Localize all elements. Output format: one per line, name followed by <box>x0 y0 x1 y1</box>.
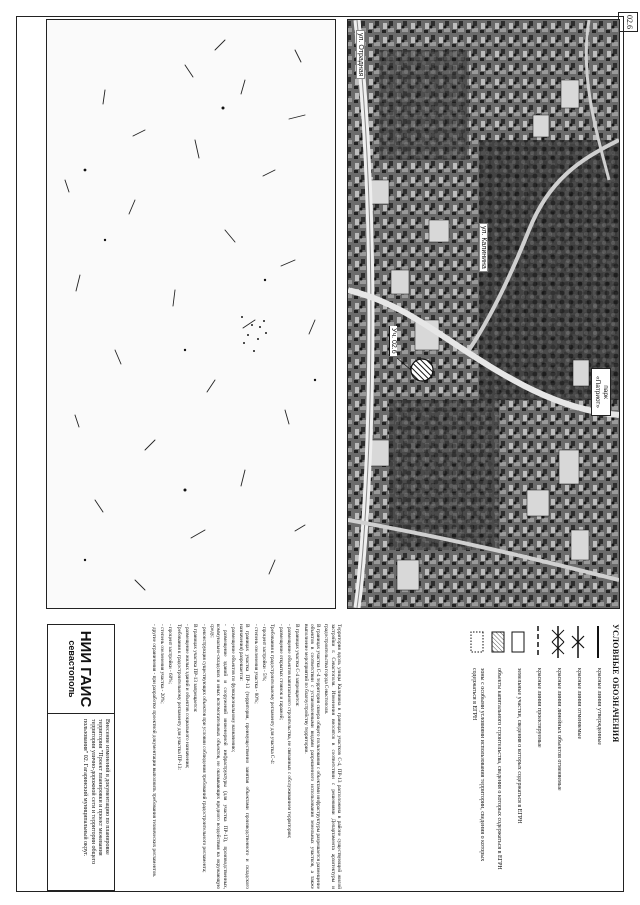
legend-item <box>531 624 545 889</box>
explanation-paragraph: Территория вдоль улицы Калинина в границах участков С-4, ПР-13 расположена в районе существующей жилой застройки г. Севастополя. Изменения вносятся в соответствии с решениями Департамента архитектуры и градостроительства города Севастополя. <box>323 624 342 889</box>
legend-label: земельные участки, сведения о которых содержаться в ЕГРН <box>515 668 522 824</box>
explanation-paragraph: - степень озеленения участка - 20%; <box>159 624 166 704</box>
explanation-paragraph: - процент застройки - 60%; <box>167 624 174 684</box>
park-label: парк «Патриот» <box>591 368 611 416</box>
hatched-rect-icon <box>491 624 505 660</box>
explanation-paragraph: В границах участка ПР-13 запрещается: <box>192 624 199 713</box>
street-label-kalinina: ул. Калинина <box>479 223 488 272</box>
sheet-number: 02.6 <box>618 12 638 32</box>
legend <box>355 624 620 889</box>
legend-label: красные линии линейных объектов отменяемые <box>555 668 562 791</box>
legend-item <box>491 624 505 889</box>
explanation-paragraph: В границах участка ПР-13 (территория, преимущественно занятая объектами производственного и складского назначения) разрешается: <box>238 624 251 889</box>
legend-item <box>551 624 565 889</box>
explanation-paragraph: - размещение зданий и сооружений инженерной инфраструктуры (для участка ПР-13), производственных, коммунально-складских и иных вспомогательных объектов, не оказывающих вредного воздействия на окружающую среду; <box>208 624 228 889</box>
rotated-sheet-content <box>18 19 620 889</box>
survey-plan-linework <box>47 20 335 608</box>
legend-label: красные линии утвержденные <box>595 668 602 746</box>
project-title: Внесение изменений в документацию по планировке территории "Проект планировки и проект межевания территории улично-дорожной сети и территории общего пользования" 02. Гагаринский муниципальный округ. <box>82 719 110 865</box>
org-name: НИИ ГАИС <box>77 630 95 708</box>
explanation-paragraph: - размещение объектов капитального строительства, не связанных с обслуживанием территории; <box>285 624 292 839</box>
explanation-paragraph: - реконструкция существующих объектов при условии соблюдения требований градостроительного регламента; <box>200 624 207 873</box>
solid-red-line-icon <box>591 624 605 660</box>
org-city: севастополь <box>67 640 78 698</box>
aerial-photo-texture <box>348 20 619 608</box>
legend-title: УСЛОВНЫЕ ОБОЗНАЧЕНИЯ <box>611 624 620 743</box>
explanation-paragraph: - процент застройки - 5%; <box>261 624 268 682</box>
empty-rect-icon <box>511 624 525 660</box>
legend-label: красные линии отменяемые <box>575 668 582 740</box>
title-block <box>47 624 115 891</box>
legend-item <box>571 624 585 889</box>
explanation-paragraph: В границах участка С-4 территория сквера общего пользования с объектами инфраструктуры разрешается размещение объектов в соответствии с установленными видами разрешенного использования земельных участков, а также выполнение мероприятий по благоустройству территории. <box>302 624 322 889</box>
explanation-paragraph: - размещение открытых стоянок и гаражей; <box>277 624 284 720</box>
legend-item <box>470 624 485 889</box>
explanation-paragraph: - другие ограничения - при разработке проектной документации выполнить требования технических регламентов. <box>150 624 157 878</box>
double-crossed-line-icon <box>551 624 565 660</box>
explanatory-note <box>120 624 342 889</box>
legend-label: красные линии проектируемые <box>535 668 542 748</box>
aerial-photo-map <box>347 19 620 609</box>
explanation-paragraph: В границах участка С-4 запрещается: <box>294 624 301 707</box>
legend-item <box>591 624 605 889</box>
survey-plan-map <box>46 19 336 609</box>
street-label-otradnaya: ул. Отрадная <box>356 30 365 79</box>
explanation-paragraph: Требования к градостроительному регламенту для участка С-4: <box>269 624 276 765</box>
dotted-boundary-icon <box>471 624 485 660</box>
explanation-paragraph: Требования к градостроительному регламенту для участка ПР-13: <box>175 624 182 770</box>
org-logo <box>48 625 114 714</box>
legend-item <box>511 624 525 889</box>
legend-label: объекты капитального строительства, сведения о которых содержаться в ЕГРН <box>495 668 502 870</box>
dashed-line-icon <box>531 624 545 660</box>
explanation-paragraph: - степень озеленения участка - 80%; <box>252 624 259 704</box>
explanation-paragraph: - размещение жилых зданий и объектов социального назначения; <box>184 624 191 769</box>
crossed-line-icon <box>571 624 585 660</box>
legend-label: зоны с особыми условиями использования территории, сведения о которых содержаться в ЕГРН <box>471 668 485 862</box>
explanation-paragraph: - размещение объектов по функциональному назначению; <box>229 624 236 753</box>
plot-label: Уч. 02.6 <box>390 328 397 354</box>
